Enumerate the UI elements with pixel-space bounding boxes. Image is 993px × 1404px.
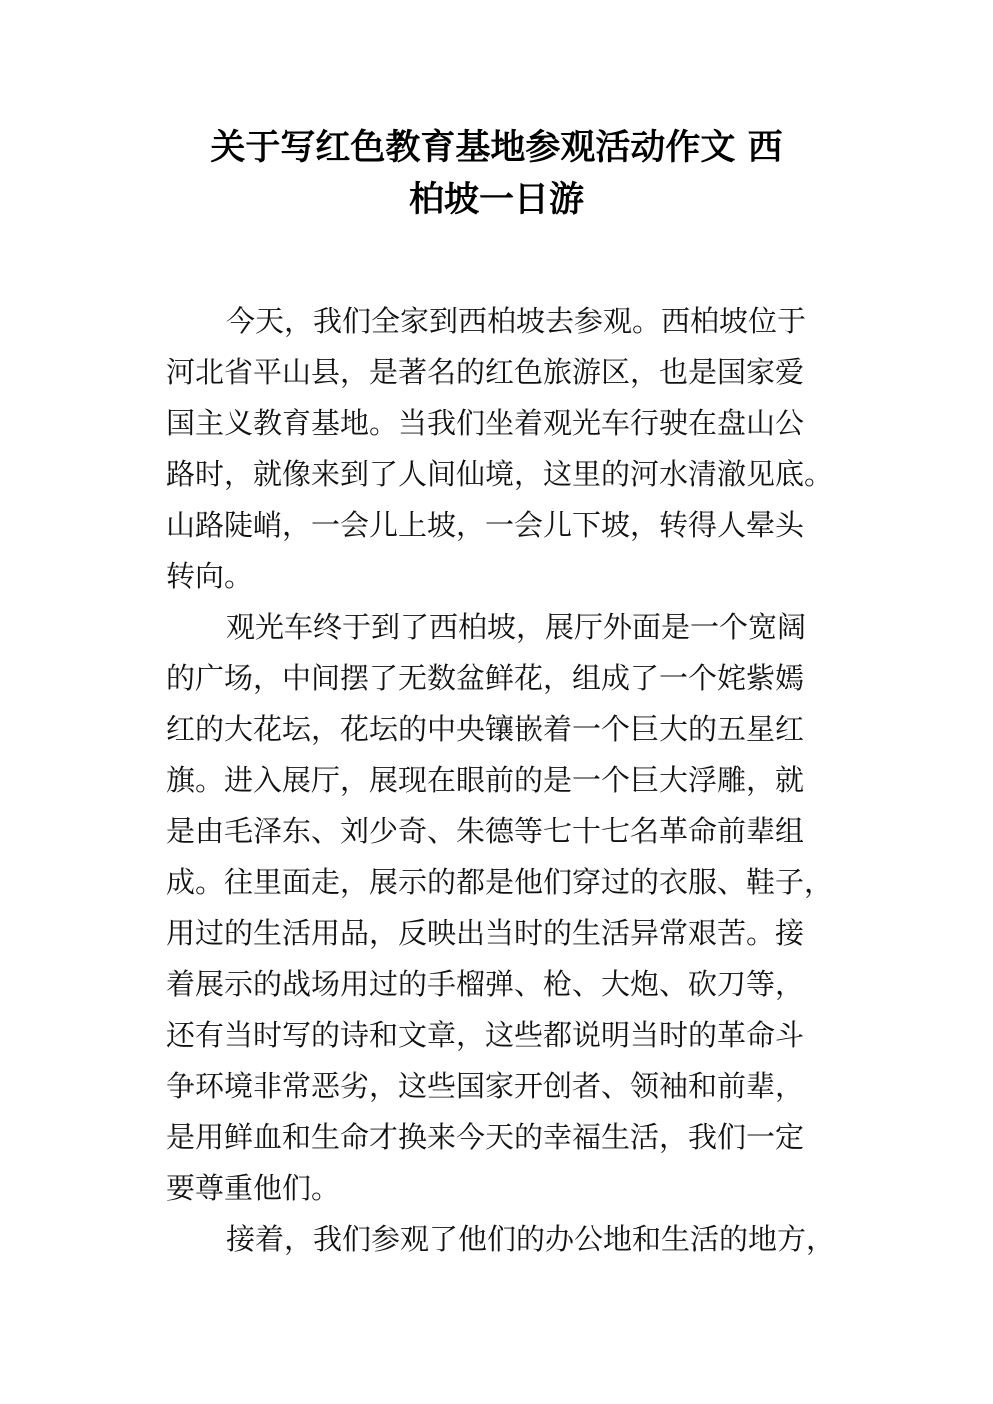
body-line: 红的大花坛，花坛的中央镶嵌着一个巨大的五星红: [166, 712, 805, 746]
body-line: 成。往里面走，展示的都是他们穿过的衣服、鞋子，: [166, 865, 834, 899]
body-line: 旗。进入展厅，展现在眼前的是一个巨大浮雕，就: [166, 763, 805, 797]
body-line: 今天，我们全家到西柏坡去参观。西柏坡位于: [226, 304, 807, 338]
body-line: 着展示的战场用过的手榴弹、枪、大炮、砍刀等，: [166, 967, 805, 1001]
body-line: 还有当时写的诗和文章，这些都说明当时的革命斗: [166, 1018, 805, 1052]
page-title: [160, 122, 833, 226]
essay-body: [166, 296, 856, 1265]
body-line: 是用鲜血和生命才换来今天的幸福生活，我们一定: [166, 1120, 805, 1154]
title-line: 柏坡一日游: [408, 180, 584, 220]
body-line: 要尊重他们。: [166, 1171, 341, 1205]
body-line: 路时，就像来到了人间仙境，这里的河水清澈见底。: [166, 457, 834, 491]
body-line: 是由毛泽东、刘少奇、朱德等七十七名革命前辈组: [166, 814, 805, 848]
body-line: 争环境非常恶劣，这些国家开创者、领袖和前辈，: [166, 1069, 805, 1103]
body-line: 接着，我们参观了他们的办公地和生活的地方，: [226, 1222, 836, 1256]
body-line: 观光车终于到了西柏坡，展厅外面是一个宽阔: [226, 610, 807, 644]
body-line: 的广场，中间摆了无数盆鲜花，组成了一个姹紫嫣: [166, 661, 805, 695]
body-line: 国主义教育基地。当我们坐着观光车行驶在盘山公: [166, 406, 805, 440]
body-line: 用过的生活用品，反映出当时的生活异常艰苦。接: [166, 916, 805, 950]
body-line: 河北省平山县，是著名的红色旅游区，也是国家爱: [166, 355, 805, 389]
body-line: 山路陡峭，一会儿上坡，一会儿下坡，转得人晕头: [166, 508, 805, 542]
title-line: 关于写红色教育基地参观活动作文 西: [210, 128, 783, 168]
body-line: 转向。: [166, 559, 254, 593]
